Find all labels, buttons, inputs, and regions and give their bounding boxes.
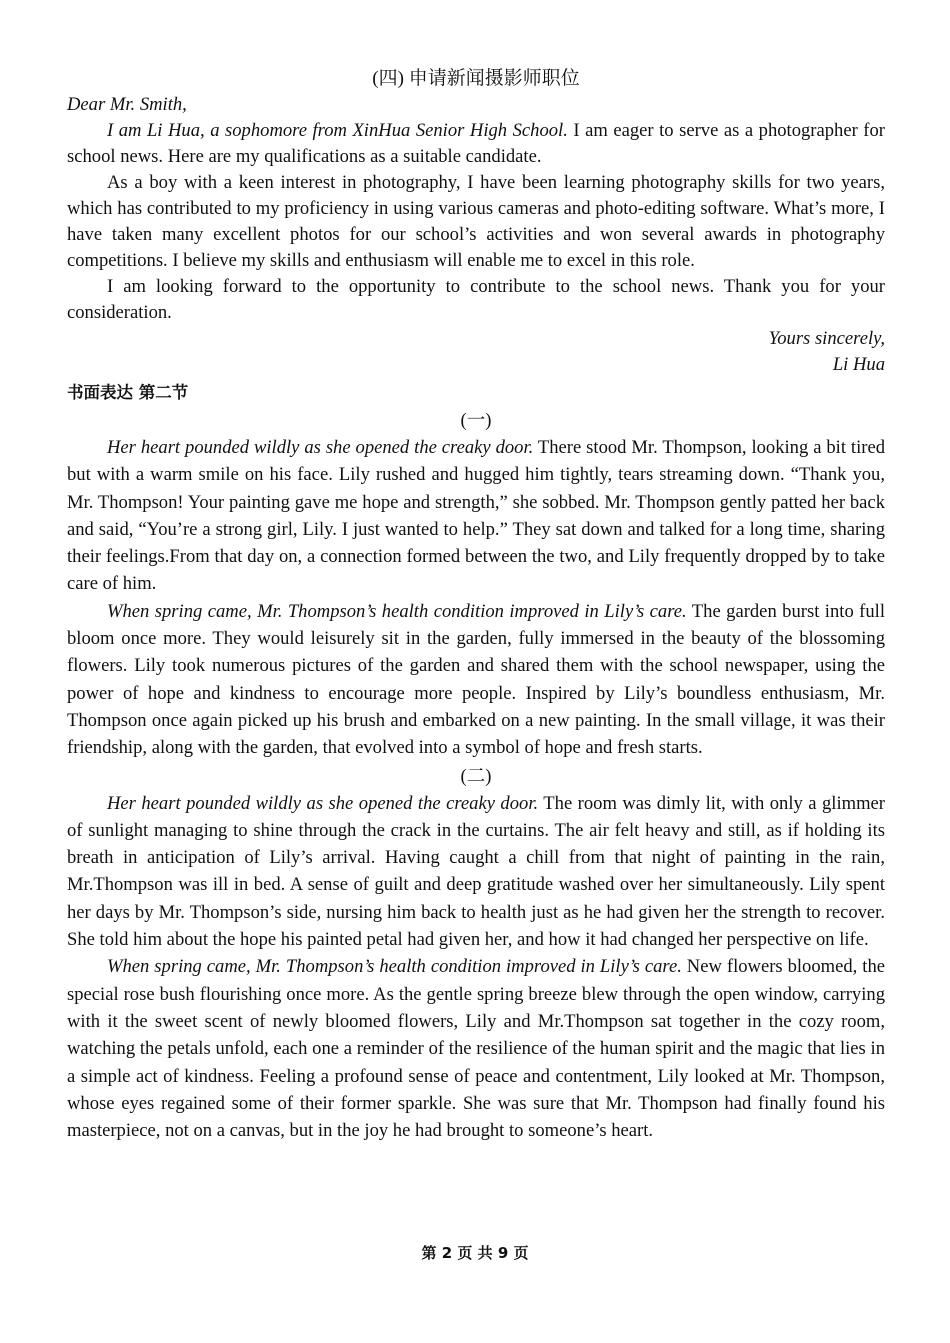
- letter-title: (四) 申请新闻摄影师职位: [372, 68, 580, 89]
- page-number: 第 2 页 共 9 页: [421, 1244, 529, 1262]
- essay-1-label: (一): [460, 410, 492, 431]
- letter-paragraph-3: I am looking forward to the opportunity to contribute to the school news. Thank you for your consideration.: [67, 276, 885, 323]
- letter-closing: Yours sincerely,: [768, 328, 885, 349]
- essay-1-paragraph-2-body: The garden burst into full bloom once more. They would leisurely sit in the garden, fully immersed in the beauty of the blossoming flowers. Lily took numerous pictures of the garden and shared them with the school newspaper, using the power of hope and kindness to encourage more people. Inspired by Lily’s boundless enthusiasm, Mr. Thompson once again picked up his brush and embarked on a new painting. In the small village, it was their friendship, along with the garden, that evolved into a symbol of hope and fresh starts.: [67, 600, 886, 759]
- essay-section-2: [67, 764, 885, 1145]
- letter-paragraph-1-lead: I am Li Hua, a sophomore from XinHua Senior High School.: [107, 120, 568, 141]
- letter-salutation: Dear Mr. Smith,: [67, 94, 187, 115]
- essay-2-paragraph-1-lead: Her heart pounded wildly as she opened the creaky door.: [107, 792, 539, 814]
- document-page: [67, 66, 885, 1144]
- essay-section-1: [67, 408, 885, 762]
- letter-paragraph-2: As a boy with a keen interest in photography, I have been learning photography skills for two years, which has contributed to my proficiency in using various cameras and photo-editing software. What’s more, I have taken many excellent photos for our school’s activities and won several awards in photography competitions. I believe my skills and enthusiasm will enable me to excel in this role.: [67, 172, 885, 271]
- letter-paragraph-1: [67, 118, 885, 170]
- letter-paragraph-1-body: I am eager to serve as a photographer for school news. Here are my qualifications as a suitable candidate.: [67, 120, 885, 167]
- essay-2-paragraph-1: [67, 790, 885, 954]
- essay-1-paragraph-1: [67, 434, 885, 598]
- essay-1-paragraph-2-lead: When spring came, Mr. Thompson’s health condition improved in Lily’s care.: [107, 600, 687, 622]
- essay-1-paragraph-1-lead: Her heart pounded wildly as she opened the creaky door.: [107, 437, 534, 458]
- essay-2-paragraph-2-body: New flowers bloomed, the special rose bush flourishing once more. As the gentle spring breeze blew through the open window, carrying with it the sweet scent of newly bloomed flowers, Lily and Mr.Thompson sat together in the cozy room, watching the petals unfold, each one a reminder of the resilience of the human spirit and the magic that lies in a simple act of kindness. Feeling a profound sense of peace and contentment, Lily looked at Mr. Thompson, whose eyes regained some of their former sparkle. She was sure that Mr. Thompson had finally found his masterpiece, not on a canvas, but in the joy he had brought to someone’s heart.: [67, 956, 885, 1142]
- essay-2-paragraph-2: [67, 953, 885, 1144]
- essay-1-paragraph-2: [67, 598, 885, 762]
- letter-signature: Li Hua: [832, 354, 885, 375]
- essay-2-paragraph-1-body: The room was dimly lit, with only a glimmer of sunlight managing to shine through the crack in the curtains. The air felt heavy and still, as if holding its breath in anticipation of Lily’s arrival. Having caught a chill from that night of painting in the rain, Mr.Thompson was ill in bed. A sense of guilt and deep gratitude washed over her simultaneously. Lily spent her days by Mr. Thompson’s side, nursing him back to health just as he had given her the strength to recover. She told him about the hope his painted petal had given her, and how it had changed her perspective on life.: [67, 792, 885, 951]
- essay-2-label: (二): [460, 765, 492, 787]
- section-heading: 书面表达 第二节: [67, 383, 189, 402]
- essay-1-paragraph-1-body: There stood Mr. Thompson, looking a bit tired but with a warm smile on his face. Lily rushed and hugged him tightly, tears streaming down. “Thank you, Mr. Thompson! Your painting gave me hope and strength,” she sobbed. Mr. Thompson gently patted her back and said, “You’re a strong girl, Lily. I just wanted to help.” They sat down and talked for a long time, sharing their feelings.From that day on, a connection formed between the two, and Lily frequently dropped by to take care of him.: [67, 437, 885, 595]
- essay-2-paragraph-2-lead: When spring came, Mr. Thompson’s health condition improved in Lily’s care.: [107, 956, 682, 978]
